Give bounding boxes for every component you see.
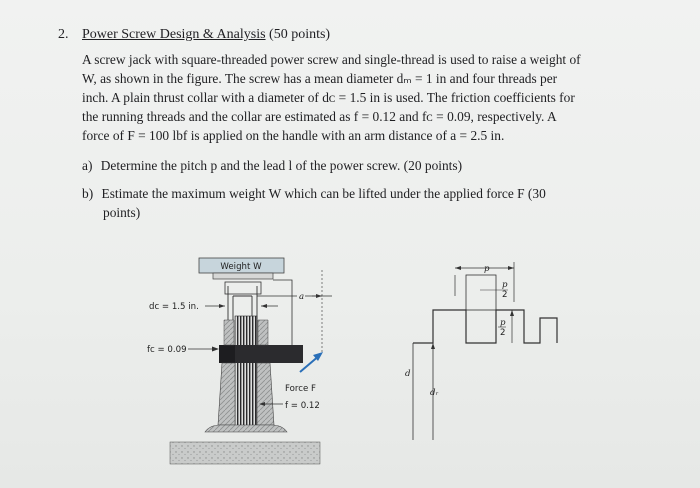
body-line-4: the running threads and the collar are estimated as f = 0.12 and fᴄ = 0.09, respectively. A — [82, 109, 557, 124]
half-pitch-top-den: 2 — [502, 290, 508, 300]
part-b-cont: points) — [103, 205, 141, 220]
body-line-5: force of F = 100 lbf is applied on the handle with an arm distance of a = 2.5 in. — [82, 128, 505, 143]
collar-diameter-label: dᴄ = 1.5 in. — [149, 302, 199, 312]
screw-thread — [235, 316, 257, 426]
jack-body — [218, 363, 235, 425]
part-a-text: Determine the pitch p and the lead l of the power screw. (20 points) — [100, 158, 463, 173]
thread-profile — [413, 310, 557, 343]
question-points: (50 points) — [269, 27, 331, 42]
major-diameter-label: d — [405, 369, 411, 379]
collar-friction-label: fᴄ = 0.09 — [147, 345, 187, 355]
body-line-1: A screw jack with square-threaded power screw and single-thread is used to raise a weight of — [82, 52, 581, 67]
top-plate — [213, 273, 273, 279]
force-label: Force F — [285, 384, 316, 394]
part-b-text: Estimate the maximum weight W which can be lifted under the applied force F (30 — [101, 186, 546, 201]
question-title-text: Power Screw Design & Analysis — [82, 27, 266, 42]
half-pitch-mid-num: p — [500, 318, 506, 328]
jack-base — [205, 425, 287, 432]
half-pitch-mid-den: 2 — [500, 328, 506, 338]
thread-friction-label: f = 0.12 — [285, 401, 320, 411]
root-diameter-label: dᵣ — [430, 388, 439, 398]
arm-distance-label: a — [299, 292, 305, 302]
question-number: 2. — [58, 27, 69, 42]
half-pitch-top-num: p — [502, 280, 508, 290]
pitch-label: p — [484, 264, 490, 274]
body-line-2: W, as shown in the figure. The screw has a mean diameter dₘ = 1 in and four threads per — [82, 71, 558, 86]
part-b-label: b) — [82, 186, 94, 201]
body-line-3: inch. A plain thrust collar with a diameter of dᴄ = 1.5 in is used. The friction coefficients for — [82, 90, 575, 105]
part-a-label: a) — [82, 158, 93, 173]
weight-label: Weight W — [220, 262, 262, 272]
ground — [170, 442, 320, 464]
